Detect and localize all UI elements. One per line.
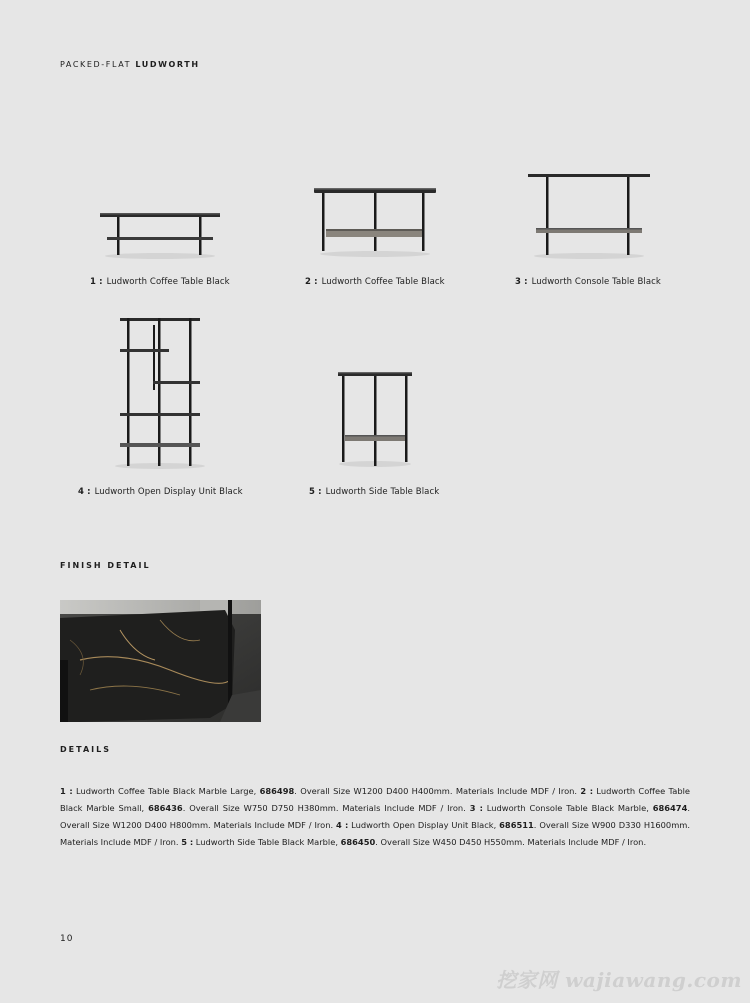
page-header bbox=[60, 60, 200, 69]
details-paragraph: 1 : Ludworth Coffee Table Black Marble Large, 686498. Overall Size W1200 D400 H400mm. Materials Include MDF / Iron. 2 : Ludworth Coffee Table Black Marble Small, 686436. Overall Size W750 D750 H380mm. Materials Include MDF / Iron. 3 : Ludworth Console Table Black Marble, 686474. Overall Size W1200 D400 H800mm. Materials Include MDF / Iron. 4 : Ludworth Open Display Unit Black, 686511. Overall Size W900 D330 H1600mm. Materials Include MDF / Iron. 5 : Ludworth Side Table Black Marble, 686450. Overall Size W450 D450 H550mm. Materials Include MDF / Iron. bbox=[60, 786, 691, 847]
product-caption-4: 4 : Ludworth Open Display Unit Black bbox=[78, 487, 243, 497]
product-image-side-table bbox=[333, 367, 417, 469]
header-prefix: PACKED-FLAT bbox=[60, 60, 132, 69]
finish-detail-title: FINISH DETAIL bbox=[60, 561, 151, 570]
product-caption-2: 2 : Ludworth Coffee Table Black bbox=[305, 277, 445, 287]
product-image-coffee-table-large bbox=[95, 205, 225, 260]
product-caption-5: 5 : Ludworth Side Table Black bbox=[309, 487, 440, 497]
product-caption-1: 1 : Ludworth Coffee Table Black bbox=[90, 277, 230, 287]
product-image-open-display-unit bbox=[112, 315, 208, 471]
finish-detail-photo bbox=[60, 600, 261, 722]
product-image-console-table bbox=[526, 170, 652, 260]
details-title: DETAILS bbox=[60, 745, 111, 754]
watermark: 挖家网 wajiawang.com bbox=[496, 968, 742, 992]
header-brand: LUDWORTH bbox=[135, 60, 200, 69]
product-image-coffee-table-small bbox=[312, 183, 438, 258]
product-caption-3: 3 : Ludworth Console Table Black bbox=[515, 277, 661, 287]
page-number: 10 bbox=[60, 934, 74, 944]
